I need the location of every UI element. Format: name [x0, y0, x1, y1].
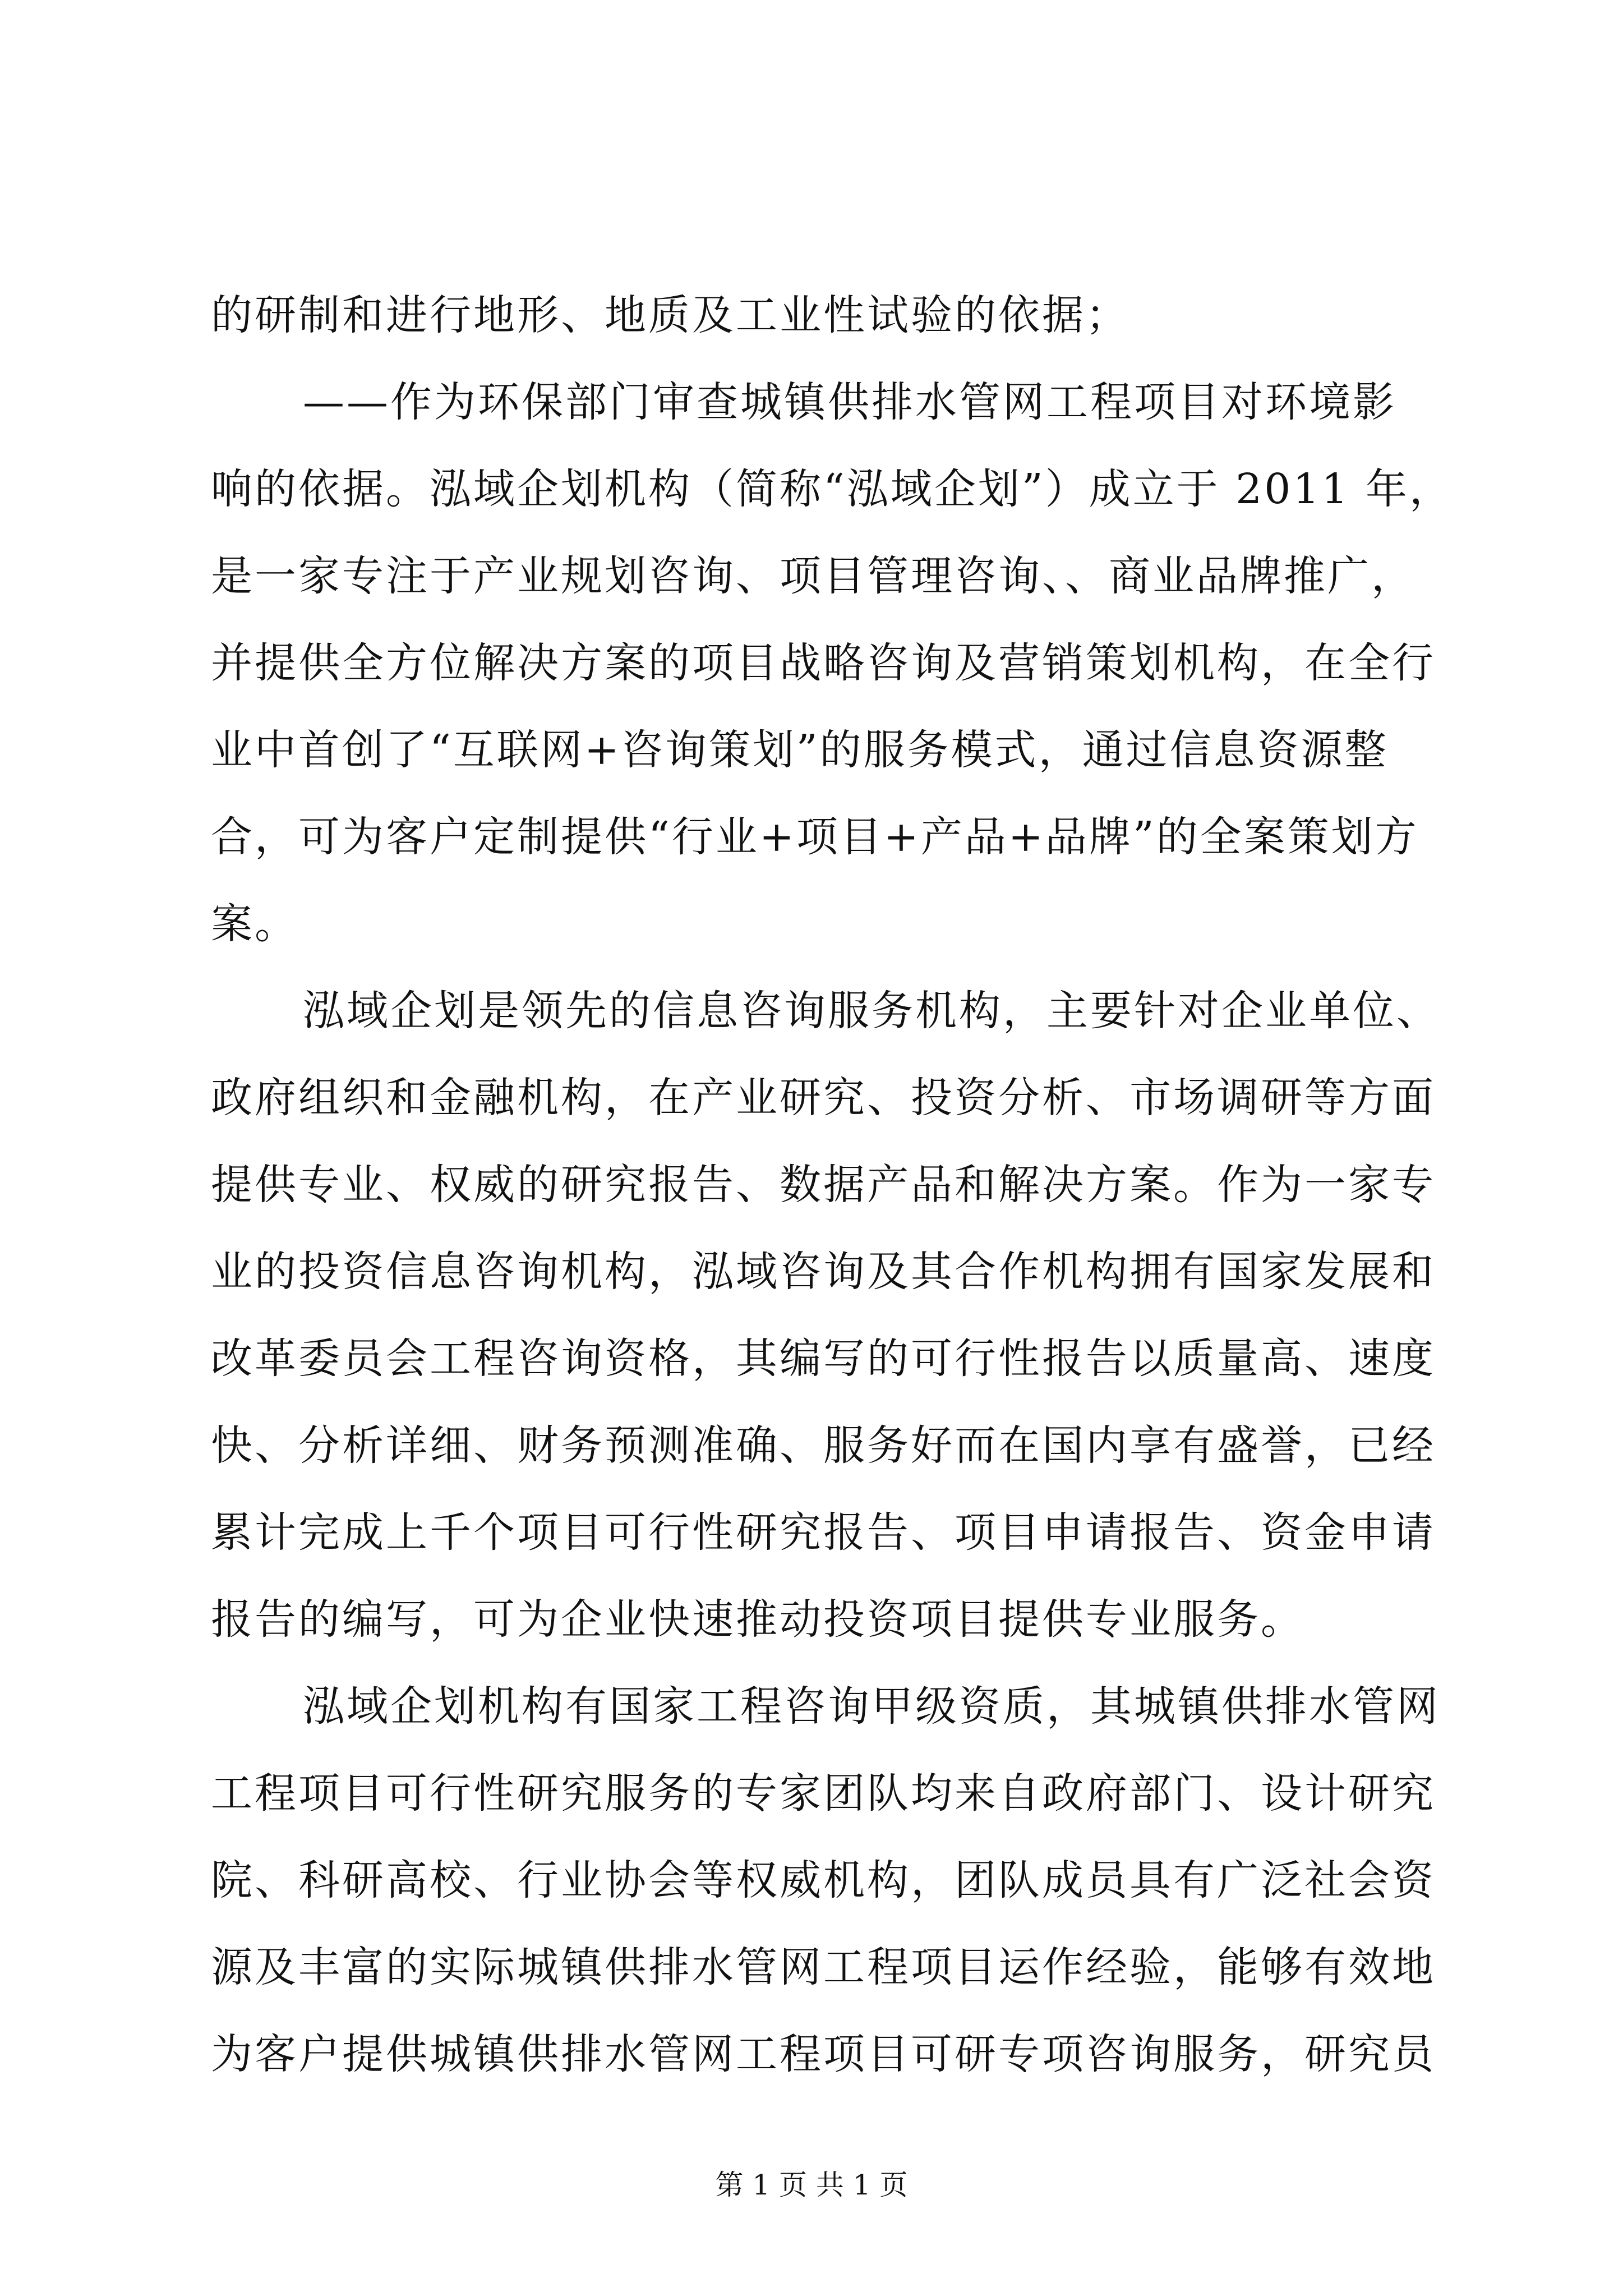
text-line: 案。	[211, 900, 298, 948]
text-line: 报告的编写，可为企业快速推动投资项目提供专业服务。	[211, 1595, 1304, 1644]
text-line: 业的投资信息咨询机构，泓域咨询及其合作机构拥有国家发展和	[211, 1248, 1436, 1296]
text-line: 快、分析详细、财务预测准确、服务好而在国内享有盛誉，已经	[211, 1421, 1436, 1470]
text-line: 业中首创了“互联网+咨询策划”的服务模式，通过信息资源整	[211, 726, 1389, 774]
text-line: 改革委员会工程咨询资格，其编写的可行性报告以质量高、速度	[211, 1335, 1436, 1383]
text-line: 响的依据。泓域企划机构（简称“泓域企划”）成立于 2011 年，	[211, 465, 1454, 513]
text-line: 并提供全方位解决方案的项目战略咨询及营销策划机构，在全行	[211, 639, 1436, 687]
text-line: 合，可为客户定制提供“行业+项目+产品+品牌”的全案策划方	[211, 813, 1419, 861]
text-line: ——作为环保部门审查城镇供排水管网工程项目对环境影	[303, 378, 1396, 426]
text-line: 源及丰富的实际城镇供排水管网工程项目运作经验，能够有效地	[211, 1943, 1436, 1991]
text-line: 累计完成上千个项目可行性研究报告、项目申请报告、资金申请	[211, 1508, 1436, 1557]
page-footer: 第 1 页 共 1 页	[715, 2169, 908, 2201]
text-line: 泓域企划是领先的信息咨询服务机构，主要针对企业单位、	[303, 987, 1440, 1035]
text-line: 是一家专注于产业规划咨询、项目管理咨询、、商业品牌推广，	[211, 552, 1415, 600]
text-line: 提供专业、权威的研究报告、数据产品和解决方案。作为一家专	[211, 1161, 1436, 1209]
text-line: 的研制和进行地形、地质及工业性试验的依据；	[211, 291, 1129, 339]
text-line: 为客户提供城镇供排水管网工程项目可研专项咨询服务，研究员	[211, 2030, 1436, 2078]
text-line: 院、科研高校、行业协会等权威机构，团队成员具有广泛社会资	[211, 1856, 1436, 1904]
text-line: 工程项目可行性研究服务的专家团队均来自政府部门、设计研究	[211, 1769, 1436, 1818]
text-line: 政府组织和金融机构，在产业研究、投资分析、市场调研等方面	[211, 1074, 1436, 1122]
text-line: 泓域企划机构有国家工程咨询甲级资质，其城镇供排水管网	[303, 1682, 1440, 1731]
